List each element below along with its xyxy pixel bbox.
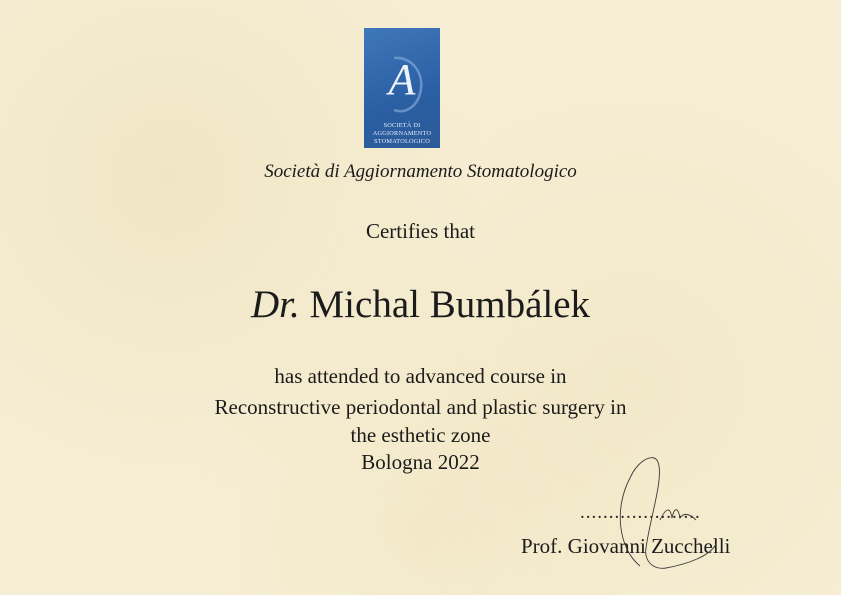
- course-line-3: the esthetic zone: [350, 423, 491, 447]
- logo-text-line-2: AGGIORNAMENTO: [372, 130, 432, 137]
- signer-name: Prof. Giovanni Zucchelli: [521, 534, 731, 558]
- organization-name: Società di Aggiornamento Stomatologico: [264, 161, 577, 182]
- place-year: Bologna 2022: [361, 450, 480, 474]
- course-line-2: Reconstructive periodontal and plastic surgery in: [214, 395, 627, 419]
- logo-text-line-1: SOCIETÀ DI: [383, 122, 421, 129]
- recipient-fullname: Michal Bumbálek: [309, 283, 591, 326]
- logo-emblem-icon: [364, 28, 440, 123]
- signature-dotted-line: .....................: [580, 502, 701, 523]
- society-logo: [364, 28, 440, 148]
- recipient-name: [0, 282, 841, 327]
- recipient-title: Dr.: [250, 283, 300, 326]
- course-line-1: has attended to advanced course in: [274, 364, 567, 388]
- certifies-text: Certifies that: [365, 219, 476, 243]
- logo-text-line-3: STOMATOLOGICO: [374, 138, 430, 145]
- logo-letter: A: [388, 55, 416, 104]
